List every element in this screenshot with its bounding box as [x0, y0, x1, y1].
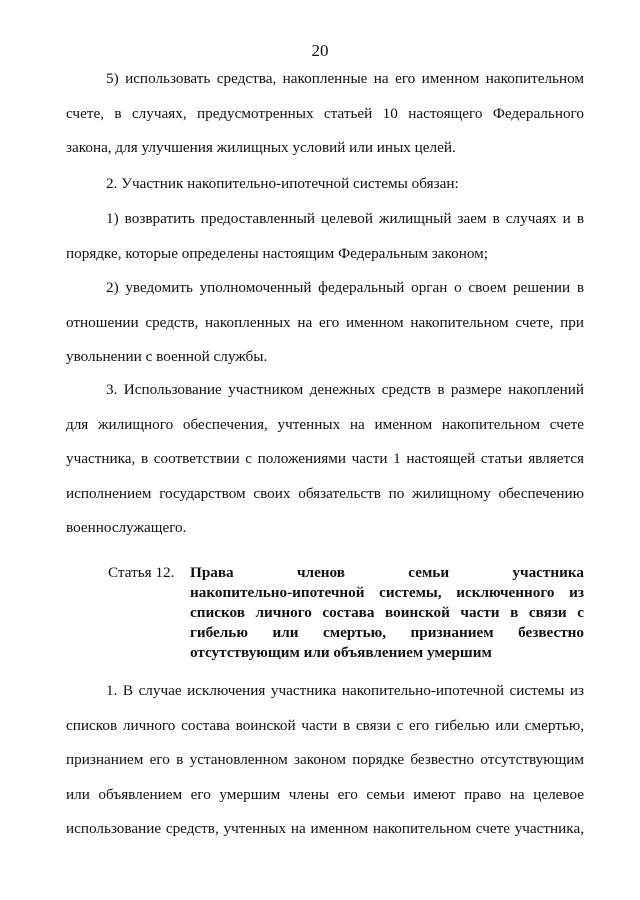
text-line: 1) возвратить предоставленный целевой жилищный заем в случаях и в	[106, 210, 584, 227]
paragraph-obligation-1	[66, 202, 584, 271]
text-line: исполнением государством своих обязательств по жилищному обеспечению	[66, 484, 584, 502]
text-line: 2. Участник накопительно-ипотечной системы обязан:	[106, 175, 459, 192]
article-title-line: Права членов семьи участника	[190, 564, 584, 581]
text-line: для жилищного обеспечения, учтенных на именном накопительном счете	[66, 415, 584, 433]
text-line: 2) уведомить уполномоченный федеральный орган о своем решении в	[106, 279, 584, 296]
text-line: участника, в соответствии с положениями части 1 настоящей статьи является	[66, 450, 584, 467]
article-title-line: гибелью или смертью, признанием безвестно	[190, 624, 584, 641]
text-line: 1. В случае исключения участника накопительно-ипотечной системы из	[106, 682, 584, 699]
article-title-line: списков личного состава воинской части в связи с	[190, 604, 584, 621]
paragraph-part-3	[66, 373, 584, 546]
text-line: порядке, которые определены настоящим Федеральным законом;	[66, 244, 488, 262]
text-line: 5) использовать средства, накопленные на его именном накопительном	[106, 70, 584, 87]
article-title-line: накопительно-ипотечной системы, исключенного из	[190, 584, 584, 601]
text-line: отношении средств, накопленных на его именном накопительном счете, при	[66, 313, 584, 331]
page-number: 20	[311, 41, 329, 60]
text-line: признанием его в установленном законом порядке безвестно отсутствующим	[66, 751, 584, 768]
text-line: списков личного состава воинской части в связи с его гибелью или смертью,	[66, 716, 584, 734]
paragraph-clause-5	[66, 62, 584, 166]
paragraph-obligations-heading	[66, 167, 584, 202]
text-line: счете, в случаях, предусмотренных статьей 10 настоящего Федерального	[66, 104, 584, 122]
text-line: увольнении с военной службы.	[66, 348, 268, 365]
text-line: или объявлением его умершим члены его семьи имеют право на целевое	[66, 785, 584, 803]
text-line: 3. Использование участником денежных средств в размере накоплений	[106, 381, 584, 398]
text-line: использование средств, учтенных на именном накопительном счете участника,	[66, 820, 584, 837]
paragraph-obligation-2	[66, 271, 584, 375]
paragraph-article-12-part-1	[66, 674, 584, 847]
article-label: Статья 12.	[108, 564, 175, 581]
article-title	[190, 563, 584, 663]
text-line: закона, для улучшения жилищных условий или иных целей.	[66, 139, 456, 156]
article-title-line: отсутствующим или объявлением умершим	[190, 644, 492, 661]
text-line: военнослужащего.	[66, 519, 187, 536]
